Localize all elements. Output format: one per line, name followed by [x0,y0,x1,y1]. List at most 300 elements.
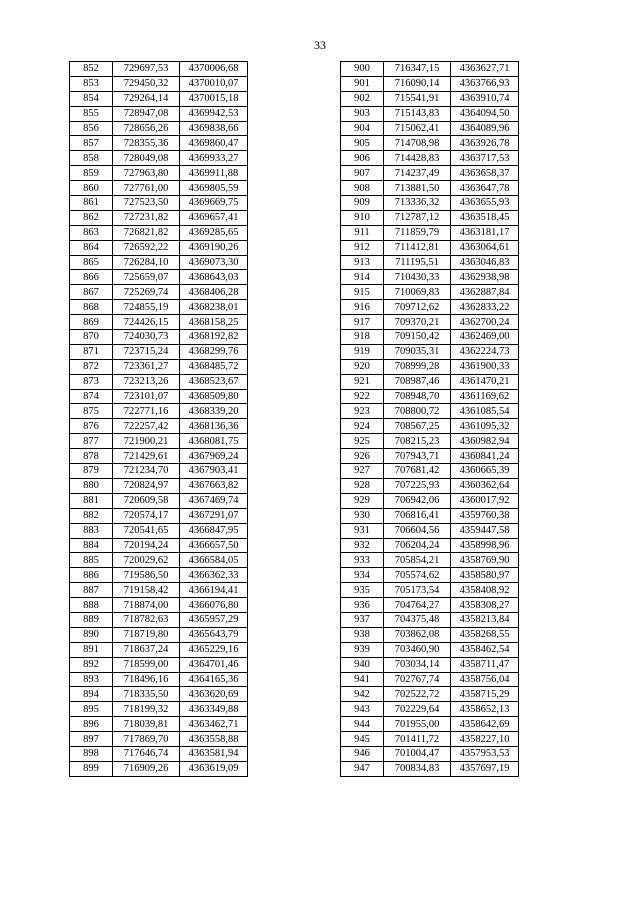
x-coordinate-cell: 718719,80 [113,627,180,642]
point-number-cell: 867 [70,285,113,300]
x-coordinate-cell: 707225,93 [384,478,451,493]
point-number-cell: 942 [341,687,384,702]
y-coordinate-cell: 4368406,28 [180,285,248,300]
y-coordinate-cell: 4366584,05 [180,553,248,568]
y-coordinate-cell: 4369073,30 [180,255,248,270]
y-coordinate-cell: 4358642,69 [451,717,519,732]
table-row [70,300,248,315]
table-row [341,285,519,300]
point-number-cell: 926 [341,449,384,464]
table-row [341,62,519,77]
y-coordinate-cell: 4360362,64 [451,478,519,493]
point-number-cell: 883 [70,523,113,538]
x-coordinate-cell: 708215,23 [384,434,451,449]
table-row [70,672,248,687]
table-row [70,508,248,523]
x-coordinate-cell: 720541,65 [113,523,180,538]
point-number-cell: 899 [70,761,113,776]
x-coordinate-cell: 709150,42 [384,330,451,345]
y-coordinate-cell: 4358227,10 [451,732,519,747]
table-row [70,210,248,225]
x-coordinate-cell: 716909,26 [113,761,180,776]
table-row [341,136,519,151]
point-number-cell: 917 [341,315,384,330]
table-row [341,434,519,449]
y-coordinate-cell: 4363619,09 [180,761,248,776]
table-row [70,62,248,77]
y-coordinate-cell: 4359447,58 [451,523,519,538]
y-coordinate-cell: 4362938,98 [451,270,519,285]
point-number-cell: 919 [341,344,384,359]
point-number-cell: 901 [341,76,384,91]
table-row [70,225,248,240]
y-coordinate-cell: 4366362,33 [180,568,248,583]
y-coordinate-cell: 4366657,50 [180,538,248,553]
point-number-cell: 916 [341,300,384,315]
table-row [341,315,519,330]
y-coordinate-cell: 4370015,18 [180,91,248,106]
x-coordinate-cell: 720609,58 [113,493,180,508]
y-coordinate-cell: 4363766,93 [451,76,519,91]
point-number-cell: 857 [70,136,113,151]
x-coordinate-cell: 720194,24 [113,538,180,553]
x-coordinate-cell: 723715,24 [113,344,180,359]
point-number-cell: 934 [341,568,384,583]
point-number-cell: 888 [70,598,113,613]
table-row [341,76,519,91]
coordinates-table-right [340,61,519,777]
table-row [341,270,519,285]
table-row [70,523,248,538]
point-number-cell: 937 [341,612,384,627]
point-number-cell: 902 [341,91,384,106]
point-number-cell: 910 [341,210,384,225]
y-coordinate-cell: 4364701,46 [180,657,248,672]
x-coordinate-cell: 729264,14 [113,91,180,106]
y-coordinate-cell: 4358580,97 [451,568,519,583]
point-number-cell: 894 [70,687,113,702]
x-coordinate-cell: 720824,97 [113,478,180,493]
table-row [341,106,519,121]
y-coordinate-cell: 4363349,88 [180,702,248,717]
x-coordinate-cell: 726592,22 [113,240,180,255]
table-row [341,166,519,181]
y-coordinate-cell: 4358408,92 [451,583,519,598]
point-number-cell: 938 [341,627,384,642]
point-number-cell: 858 [70,151,113,166]
table-row [341,702,519,717]
x-coordinate-cell: 702229,64 [384,702,451,717]
x-coordinate-cell: 701955,00 [384,717,451,732]
x-coordinate-cell: 708567,25 [384,419,451,434]
table-row [341,181,519,196]
y-coordinate-cell: 4361095,32 [451,419,519,434]
point-number-cell: 927 [341,464,384,479]
x-coordinate-cell: 726821,82 [113,225,180,240]
y-coordinate-cell: 4368136,36 [180,419,248,434]
y-coordinate-cell: 4358715,29 [451,687,519,702]
table-row [341,553,519,568]
y-coordinate-cell: 4363647,78 [451,181,519,196]
y-coordinate-cell: 4361470,21 [451,374,519,389]
y-coordinate-cell: 4368339,20 [180,404,248,419]
x-coordinate-cell: 709712,62 [384,300,451,315]
point-number-cell: 862 [70,210,113,225]
y-coordinate-cell: 4363558,88 [180,732,248,747]
x-coordinate-cell: 718874,00 [113,598,180,613]
point-number-cell: 886 [70,568,113,583]
x-coordinate-cell: 709035,31 [384,344,451,359]
y-coordinate-cell: 4364165,36 [180,672,248,687]
table-row [70,687,248,702]
point-number-cell: 875 [70,404,113,419]
table-row [70,464,248,479]
y-coordinate-cell: 4369657,41 [180,210,248,225]
x-coordinate-cell: 711412,81 [384,240,451,255]
point-number-cell: 943 [341,702,384,717]
y-coordinate-cell: 4368523,67 [180,374,248,389]
y-coordinate-cell: 4366076,80 [180,598,248,613]
table-row [70,270,248,285]
point-number-cell: 892 [70,657,113,672]
x-coordinate-cell: 705854,21 [384,553,451,568]
table-row [70,627,248,642]
point-number-cell: 885 [70,553,113,568]
point-number-cell: 932 [341,538,384,553]
point-number-cell: 930 [341,508,384,523]
table-row [341,568,519,583]
point-number-cell: 882 [70,508,113,523]
table-row [341,523,519,538]
table-row [70,568,248,583]
point-number-cell: 853 [70,76,113,91]
table-row [70,196,248,211]
x-coordinate-cell: 728656,26 [113,121,180,136]
y-coordinate-cell: 4358462,54 [451,642,519,657]
point-number-cell: 881 [70,493,113,508]
point-number-cell: 945 [341,732,384,747]
table-row [70,449,248,464]
point-number-cell: 864 [70,240,113,255]
table-row [341,627,519,642]
table-row [70,166,248,181]
y-coordinate-cell: 4362833,22 [451,300,519,315]
y-coordinate-cell: 4367663,82 [180,478,248,493]
y-coordinate-cell: 4366847,95 [180,523,248,538]
x-coordinate-cell: 700834,83 [384,761,451,776]
x-coordinate-cell: 708948,70 [384,389,451,404]
x-coordinate-cell: 721900,21 [113,434,180,449]
point-number-cell: 879 [70,464,113,479]
point-number-cell: 860 [70,181,113,196]
y-coordinate-cell: 4367969,24 [180,449,248,464]
x-coordinate-cell: 708800,72 [384,404,451,419]
point-number-cell: 905 [341,136,384,151]
point-number-cell: 904 [341,121,384,136]
table-row [70,642,248,657]
table-row [341,404,519,419]
table-row [341,612,519,627]
y-coordinate-cell: 4362700,24 [451,315,519,330]
point-number-cell: 870 [70,330,113,345]
y-coordinate-cell: 4363627,71 [451,62,519,77]
x-coordinate-cell: 727231,82 [113,210,180,225]
point-number-cell: 941 [341,672,384,687]
point-number-cell: 900 [341,62,384,77]
x-coordinate-cell: 717646,74 [113,746,180,761]
table-row [341,493,519,508]
table-row [341,508,519,523]
y-coordinate-cell: 4364094,50 [451,106,519,121]
table-row [70,106,248,121]
table-row [341,478,519,493]
point-number-cell: 907 [341,166,384,181]
point-number-cell: 893 [70,672,113,687]
point-number-cell: 913 [341,255,384,270]
table-row [70,151,248,166]
table-row [341,374,519,389]
x-coordinate-cell: 724030,73 [113,330,180,345]
table-row [70,374,248,389]
y-coordinate-cell: 4358268,55 [451,627,519,642]
x-coordinate-cell: 714708,98 [384,136,451,151]
y-coordinate-cell: 4363046,83 [451,255,519,270]
table-row [341,449,519,464]
x-coordinate-cell: 718199,32 [113,702,180,717]
point-number-cell: 871 [70,344,113,359]
table-row [341,583,519,598]
x-coordinate-cell: 706604,56 [384,523,451,538]
x-coordinate-cell: 701004,47 [384,746,451,761]
point-number-cell: 890 [70,627,113,642]
table-row [341,717,519,732]
x-coordinate-cell: 725659,07 [113,270,180,285]
point-number-cell: 887 [70,583,113,598]
x-coordinate-cell: 726284,10 [113,255,180,270]
y-coordinate-cell: 4369669,75 [180,196,248,211]
y-coordinate-cell: 4369933,27 [180,151,248,166]
y-coordinate-cell: 4358652,13 [451,702,519,717]
x-coordinate-cell: 705574,62 [384,568,451,583]
x-coordinate-cell: 722771,16 [113,404,180,419]
y-coordinate-cell: 4358213,84 [451,612,519,627]
table-row [70,181,248,196]
y-coordinate-cell: 4360841,24 [451,449,519,464]
point-number-cell: 865 [70,255,113,270]
y-coordinate-cell: 4360982,94 [451,434,519,449]
table-row [70,240,248,255]
point-number-cell: 908 [341,181,384,196]
table-row [70,478,248,493]
x-coordinate-cell: 718599,00 [113,657,180,672]
table-row [70,285,248,300]
table-row [341,389,519,404]
x-coordinate-cell: 728049,08 [113,151,180,166]
y-coordinate-cell: 4368643,03 [180,270,248,285]
point-number-cell: 889 [70,612,113,627]
point-number-cell: 866 [70,270,113,285]
point-number-cell: 898 [70,746,113,761]
point-number-cell: 906 [341,151,384,166]
table-row [70,91,248,106]
table-row [341,255,519,270]
y-coordinate-cell: 4369805,59 [180,181,248,196]
point-number-cell: 896 [70,717,113,732]
page-number: 33 [314,38,326,52]
table-row [70,389,248,404]
table-row [70,359,248,374]
point-number-cell: 863 [70,225,113,240]
x-coordinate-cell: 720574,17 [113,508,180,523]
table-row [341,464,519,479]
point-number-cell: 928 [341,478,384,493]
y-coordinate-cell: 4367903,41 [180,464,248,479]
y-coordinate-cell: 4364089,96 [451,121,519,136]
table-row [341,672,519,687]
y-coordinate-cell: 4363462,71 [180,717,248,732]
point-number-cell: 931 [341,523,384,538]
y-coordinate-cell: 4370006,68 [180,62,248,77]
point-number-cell: 915 [341,285,384,300]
y-coordinate-cell: 4368238,01 [180,300,248,315]
x-coordinate-cell: 706942,06 [384,493,451,508]
x-coordinate-cell: 719158,42 [113,583,180,598]
y-coordinate-cell: 4363064,61 [451,240,519,255]
table-row [341,746,519,761]
table-row [341,210,519,225]
x-coordinate-cell: 723361,27 [113,359,180,374]
y-coordinate-cell: 4368081,75 [180,434,248,449]
x-coordinate-cell: 713336,32 [384,196,451,211]
x-coordinate-cell: 710069,83 [384,285,451,300]
y-coordinate-cell: 4363620,69 [180,687,248,702]
point-number-cell: 855 [70,106,113,121]
table-row [70,121,248,136]
y-coordinate-cell: 4360017,92 [451,493,519,508]
point-number-cell: 856 [70,121,113,136]
x-coordinate-cell: 714428,83 [384,151,451,166]
x-coordinate-cell: 706204,24 [384,538,451,553]
x-coordinate-cell: 704375,48 [384,612,451,627]
point-number-cell: 878 [70,449,113,464]
table-row [70,330,248,345]
point-number-cell: 921 [341,374,384,389]
table-row [341,240,519,255]
table-row [341,419,519,434]
x-coordinate-cell: 727523,50 [113,196,180,211]
y-coordinate-cell: 4362224,73 [451,344,519,359]
point-number-cell: 872 [70,359,113,374]
y-coordinate-cell: 4363926,78 [451,136,519,151]
y-coordinate-cell: 4358756,04 [451,672,519,687]
x-coordinate-cell: 729450,32 [113,76,180,91]
y-coordinate-cell: 4359760,38 [451,508,519,523]
y-coordinate-cell: 4369860,47 [180,136,248,151]
x-coordinate-cell: 711195,51 [384,255,451,270]
y-coordinate-cell: 4363518,45 [451,210,519,225]
y-coordinate-cell: 4357697,19 [451,761,519,776]
y-coordinate-cell: 4357953,53 [451,746,519,761]
table-row [341,196,519,211]
point-number-cell: 868 [70,300,113,315]
y-coordinate-cell: 4363658,37 [451,166,519,181]
x-coordinate-cell: 725269,74 [113,285,180,300]
table-row [70,76,248,91]
point-number-cell: 944 [341,717,384,732]
table-row [341,538,519,553]
point-number-cell: 912 [341,240,384,255]
point-number-cell: 936 [341,598,384,613]
x-coordinate-cell: 707681,42 [384,464,451,479]
x-coordinate-cell: 705173,54 [384,583,451,598]
y-coordinate-cell: 4370010,07 [180,76,248,91]
x-coordinate-cell: 703460,90 [384,642,451,657]
x-coordinate-cell: 727761,00 [113,181,180,196]
point-number-cell: 918 [341,330,384,345]
table-row [341,657,519,672]
table-row [70,761,248,776]
x-coordinate-cell: 723101,07 [113,389,180,404]
x-coordinate-cell: 721429,61 [113,449,180,464]
y-coordinate-cell: 4363181,17 [451,225,519,240]
point-number-cell: 895 [70,702,113,717]
point-number-cell: 874 [70,389,113,404]
x-coordinate-cell: 708999,28 [384,359,451,374]
y-coordinate-cell: 4367469,74 [180,493,248,508]
x-coordinate-cell: 707943,71 [384,449,451,464]
x-coordinate-cell: 722257,42 [113,419,180,434]
y-coordinate-cell: 4365229,16 [180,642,248,657]
x-coordinate-cell: 702522,72 [384,687,451,702]
x-coordinate-cell: 724855,19 [113,300,180,315]
point-number-cell: 920 [341,359,384,374]
table-row [70,717,248,732]
point-number-cell: 873 [70,374,113,389]
x-coordinate-cell: 709370,21 [384,315,451,330]
table-row [70,255,248,270]
y-coordinate-cell: 4369911,88 [180,166,248,181]
y-coordinate-cell: 4368192,82 [180,330,248,345]
point-number-cell: 877 [70,434,113,449]
y-coordinate-cell: 4366194,41 [180,583,248,598]
x-coordinate-cell: 729697,53 [113,62,180,77]
point-number-cell: 903 [341,106,384,121]
table-row [70,732,248,747]
x-coordinate-cell: 728355,36 [113,136,180,151]
x-coordinate-cell: 706816,41 [384,508,451,523]
table-row [70,434,248,449]
x-coordinate-cell: 720029,62 [113,553,180,568]
point-number-cell: 947 [341,761,384,776]
x-coordinate-cell: 727963,80 [113,166,180,181]
y-coordinate-cell: 4358711,47 [451,657,519,672]
y-coordinate-cell: 4369942,53 [180,106,248,121]
point-number-cell: 923 [341,404,384,419]
x-coordinate-cell: 701411,72 [384,732,451,747]
point-number-cell: 922 [341,389,384,404]
table-row [70,404,248,419]
table-row [341,761,519,776]
x-coordinate-cell: 704764,27 [384,598,451,613]
y-coordinate-cell: 4361169,62 [451,389,519,404]
x-coordinate-cell: 703034,14 [384,657,451,672]
y-coordinate-cell: 4358998,96 [451,538,519,553]
point-number-cell: 861 [70,196,113,211]
table-row [341,642,519,657]
table-row [70,553,248,568]
x-coordinate-cell: 712787,12 [384,210,451,225]
y-coordinate-cell: 4365957,29 [180,612,248,627]
